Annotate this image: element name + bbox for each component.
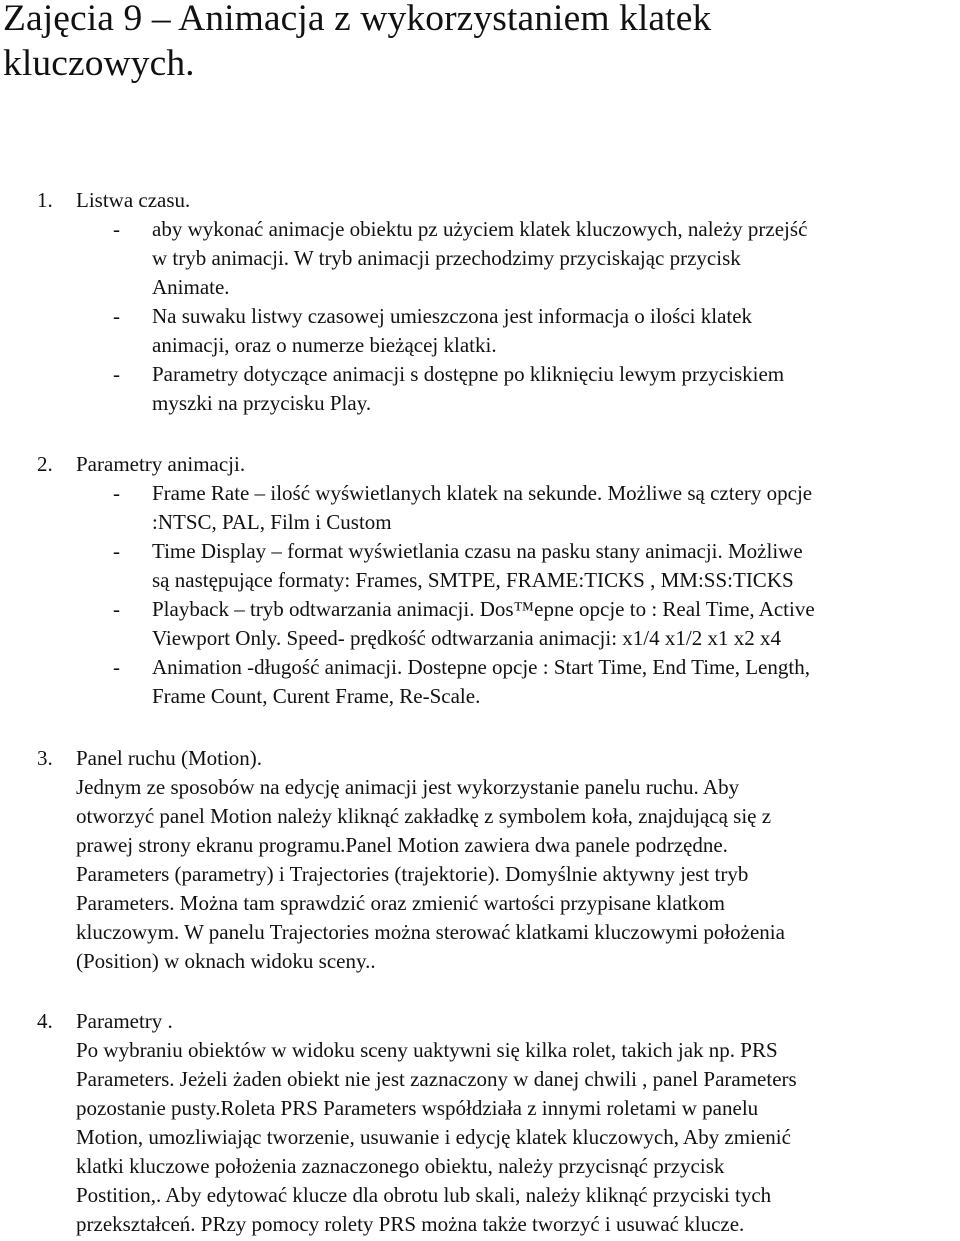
list-dash: - [113, 539, 120, 563]
title-line-1: Zajęcia 9 – Animacja z wykorzystaniem klatek [3, 0, 712, 39]
list-item-text: :NTSC, PAL, Film i Custom [152, 510, 392, 534]
section-4-heading: Parametry . [76, 1009, 173, 1033]
list-dash: - [113, 597, 120, 621]
list-item-text: są następujące formaty: Frames, SMTPE, FRAME:TICKS , MM:SS:TICKS [152, 568, 794, 592]
list-item-text: Animate. [152, 275, 230, 299]
page-title [3, 0, 953, 86]
list-item-text: Frame Count, Curent Frame, Re-Scale. [152, 684, 481, 708]
paragraph-line: Jednym ze sposobów na edycję animacji jest wykorzystanie panelu ruchu. Aby [76, 775, 740, 799]
paragraph-line: otworzyć panel Motion należy kliknąć zakładkę z symbolem koła, znajdującą się z [76, 804, 772, 828]
list-item-text: Time Display – format wyświetlania czasu na pasku stany animacji. Możliwe [152, 539, 803, 563]
list-dash: - [113, 217, 120, 241]
section-1-number: 1. [37, 188, 53, 212]
paragraph-line: kluczowym. W panelu Trajectories można sterować klatkami kluczowymi położenia [76, 920, 785, 944]
section-4-number: 4. [37, 1009, 53, 1033]
list-item-text: animacji, oraz o numerze bieżącej klatki. [152, 333, 497, 357]
list-item-text: Parametry dotyczące animacji s dostępne po kliknięciu lewym przyciskiem [152, 362, 785, 386]
list-dash: - [113, 362, 120, 386]
list-item-text: myszki na przycisku Play. [152, 391, 372, 415]
list-item-text: Animation -długość animacji. Dostepne opcje : Start Time, End Time, Length, [152, 655, 810, 679]
list-item-text: w tryb animacji. W tryb animacji przechodzimy przyciskając przycisk [152, 246, 741, 270]
paragraph-line: przekształceń. PRzy pomocy rolety PRS można także tworzyć i usuwać klucze. [76, 1212, 745, 1236]
section-3-number: 3. [37, 746, 53, 770]
section-3-heading: Panel ruchu (Motion). [76, 746, 263, 770]
list-dash: - [113, 655, 120, 679]
list-dash: - [113, 304, 120, 328]
list-item-text: Viewport Only. Speed- prędkość odtwarzania animacji: x1/4 x1/2 x1 x2 x4 [152, 626, 781, 650]
list-dash: - [113, 481, 120, 505]
list-item-text: Playback – tryb odtwarzania animacji. Dos™epne opcje to : Real Time, Active [152, 597, 815, 621]
section-2-heading: Parametry animacji. [76, 452, 246, 476]
paragraph-line: Parameters (parametry) i Trajectories (trajektorie). Domyślnie aktywny jest tryb [76, 862, 749, 886]
paragraph-line: Po wybraniu obiektów w widoku sceny uaktywni się kilka rolet, takich jak np. PRS [76, 1038, 778, 1062]
paragraph-line: klatki kluczowe położenia zaznaczonego obiektu, należy przycisnąć przycisk [76, 1154, 725, 1178]
paragraph-line: Parameters. Jeżeli żaden obiekt nie jest zaznaczony w danej chwili , panel Parameters [76, 1067, 797, 1091]
paragraph-line: (Position) w oknach widoku sceny.. [76, 949, 376, 973]
list-item-text: aby wykonać animacje obiektu pz użyciem klatek kluczowych, należy przejść [152, 217, 808, 241]
paragraph-line: prawej strony ekranu programu.Panel Motion zawiera dwa panele podrzędne. [76, 833, 728, 857]
list-item-text: Na suwaku listwy czasowej umieszczona jest informacja o ilości klatek [152, 304, 753, 328]
paragraph-line: pozostanie pusty.Roleta PRS Parameters współdziała z innymi roletami w panelu [76, 1096, 759, 1120]
section-1-heading: Listwa czasu. [76, 188, 191, 212]
paragraph-line: Postition,. Aby edytować klucze dla obrotu lub skali, należy kliknąć przyciski tych [76, 1183, 772, 1207]
title-line-2: kluczowych. [3, 43, 195, 84]
list-item-text: Frame Rate – ilość wyświetlanych klatek na sekunde. Możliwe są cztery opcje [152, 481, 813, 505]
section-2-number: 2. [37, 452, 53, 476]
paragraph-line: Parameters. Można tam sprawdzić oraz zmienić wartości przypisane klatkom [76, 891, 726, 915]
paragraph-line: Motion, umozliwiając tworzenie, usuwanie i edycję klatek kluczowych, Aby zmienić [76, 1125, 791, 1149]
